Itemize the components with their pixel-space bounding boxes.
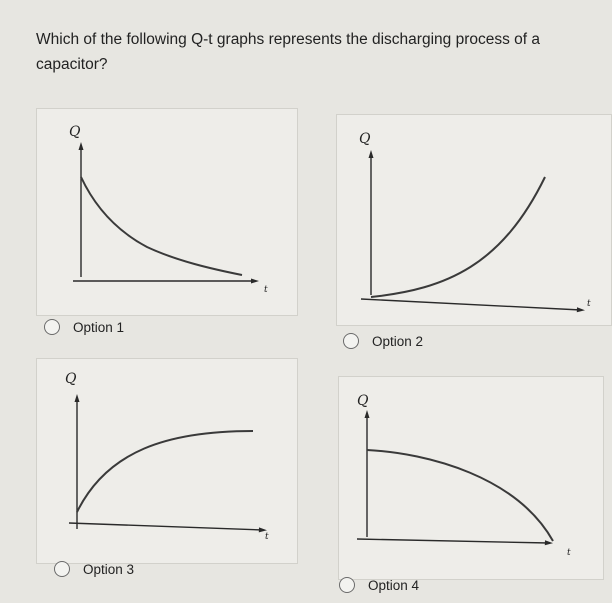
curve-exponential-decay: [81, 177, 242, 275]
y-axis-label: Q: [69, 124, 81, 140]
x-axis-arrow-icon: [251, 279, 259, 284]
x-axis-label: t: [264, 285, 268, 295]
curve-decreasing-concave-down: [367, 450, 553, 541]
option-2-radio[interactable]: [343, 333, 359, 349]
option-3-label: Option 3: [83, 561, 135, 577]
graph-4: [339, 377, 605, 581]
option-2[interactable]: [343, 333, 423, 349]
y-axis-arrow-icon: [75, 394, 80, 402]
option-4-radio[interactable]: [339, 577, 355, 593]
option-1-label: Option 1: [73, 319, 125, 335]
graph-card-3: [36, 358, 298, 564]
option-1[interactable]: [44, 319, 124, 335]
x-axis: [357, 539, 549, 543]
option-3-radio[interactable]: [54, 561, 70, 577]
graph-card-4: [338, 376, 604, 580]
graph-card-1: [36, 108, 298, 316]
x-axis-label: t: [265, 532, 269, 542]
y-axis-label: Q: [357, 393, 369, 409]
curve-increasing: [371, 177, 545, 297]
x-axis-arrow-icon: [577, 307, 585, 312]
y-axis-arrow-icon: [79, 142, 84, 150]
y-axis-label: Q: [65, 371, 77, 387]
graph-card-2: [336, 114, 612, 326]
y-axis-arrow-icon: [365, 410, 370, 418]
question-text: Which of the following Q-t graphs represents the discharging process of a capacitor?: [36, 31, 541, 73]
graph-1: [37, 109, 299, 317]
x-axis-label: t: [567, 548, 571, 558]
x-axis: [361, 299, 581, 310]
x-axis-arrow-icon: [545, 540, 553, 545]
curve-increasing-concave-down: [77, 431, 253, 512]
y-axis-label: Q: [359, 131, 371, 147]
y-axis-arrow-icon: [369, 150, 374, 158]
x-axis: [69, 523, 263, 530]
x-axis-label: t: [587, 299, 591, 309]
option-1-radio[interactable]: [44, 319, 60, 335]
option-3[interactable]: [54, 561, 134, 577]
option-4[interactable]: [339, 577, 419, 593]
option-4-label: Option 4: [368, 577, 420, 593]
option-2-label: Option 2: [372, 333, 424, 349]
graph-2: [337, 115, 612, 327]
graph-3: [37, 359, 299, 565]
